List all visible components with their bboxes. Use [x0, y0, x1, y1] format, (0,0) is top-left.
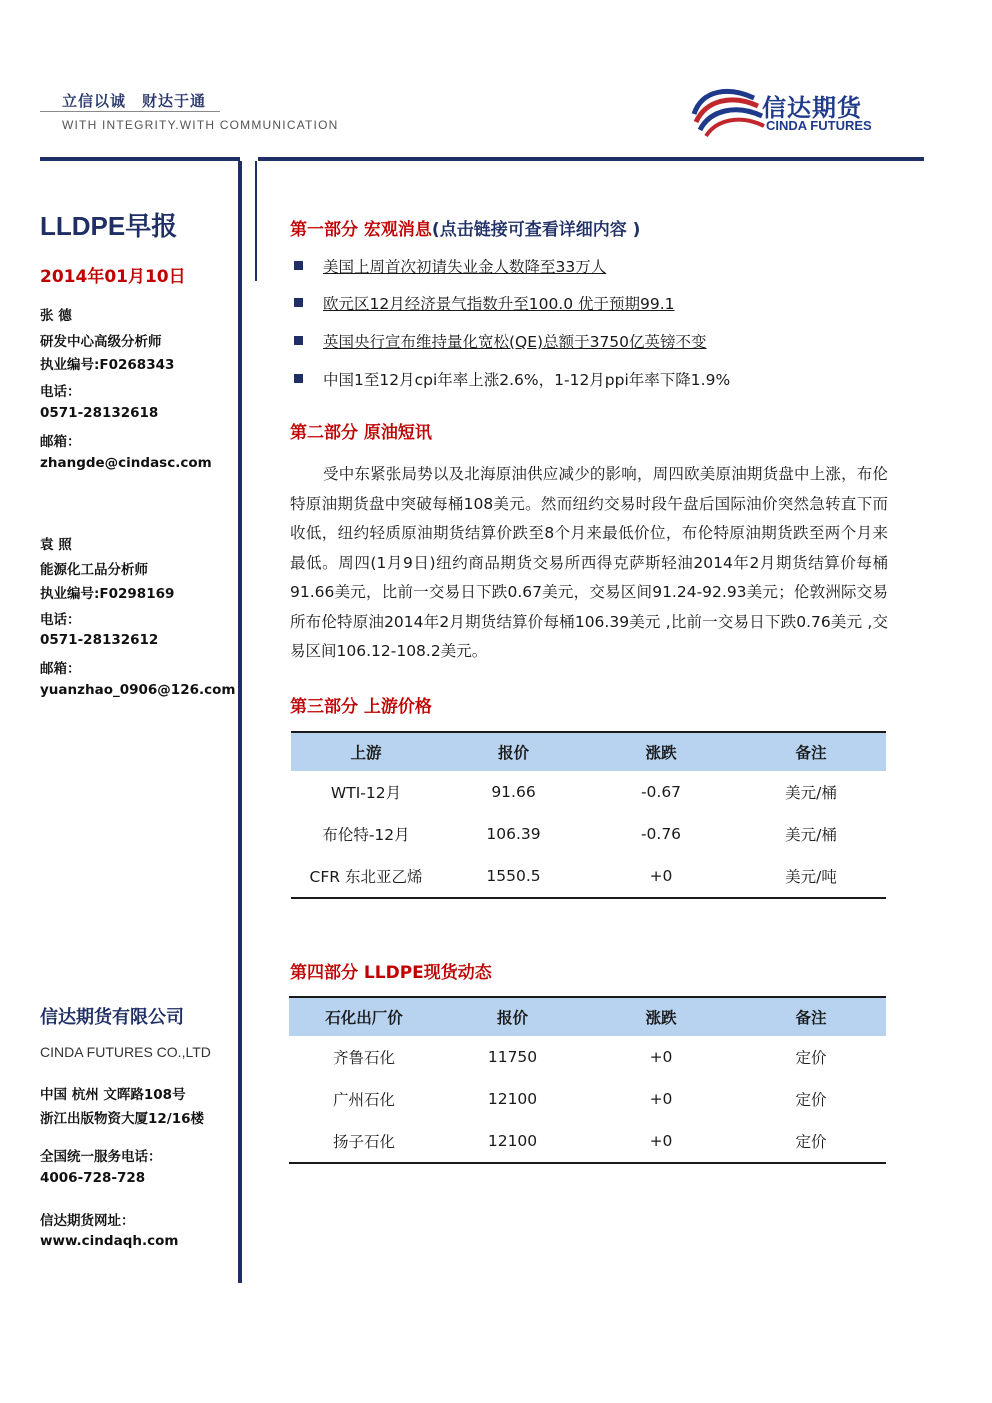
bullet-icon	[294, 336, 303, 345]
analyst2-phone-label: 电话：	[40, 612, 81, 628]
macro-news-item	[294, 368, 730, 390]
section1-title-note: (点击链接可查看详细内容 )	[431, 220, 641, 240]
analyst1-title: 研发中心高级分析师	[40, 334, 162, 350]
upstream-price-table	[291, 731, 886, 899]
analyst1-license: 执业编号:F0268343	[40, 357, 175, 373]
header-rule-right	[258, 157, 924, 161]
analyst2-title: 能源化工品分析师	[40, 562, 148, 578]
table-cell: 定价	[795, 1133, 827, 1151]
logo-text-cn: 信达期货	[762, 94, 862, 122]
column-header: 涨跌	[586, 997, 736, 1036]
slogan-cn: 立信以诚 财达于通	[62, 92, 207, 110]
column-header: 报价	[439, 997, 586, 1036]
table-cell: -0.76	[640, 825, 682, 843]
slogan-divider	[40, 111, 220, 112]
macro-news-link[interactable]: 欧元区12月经济景气指数升至100.0 优于预期99.1	[323, 295, 675, 313]
hotline: 4006-728-728	[40, 1170, 146, 1186]
crude-oil-paragraph: 受中东紧张局势以及北海原油供应减少的影响，周四欧美原油期货盘中上涨，布伦特原油期货盘中突破每桶108美元。然而纽约交易时段午盘后国际油价突然急转直下而收低，纽约轻质原油期货结算价跌至8个月来最低价位，布伦特原油期货跌至两个月来最低。周四(1月9日)纽约商品期货交易所西得克萨斯轻油2014年2月期货结算价每桶91.66美元，比前一交易日下跌0.67美元，交易区间91.24-92.93美元；伦敦洲际交易所布伦特原油2014年2月期货结算价每桶106.39美元 ,比前一交易日下跌0.76美元 ,交易区间106.12-108.2美元。	[290, 465, 888, 660]
table-cell: 广州石化	[332, 1091, 395, 1109]
table-cell: -0.67	[640, 783, 682, 801]
section1-title-text: 第一部分 宏观消息	[290, 220, 432, 240]
table-row	[291, 813, 886, 855]
analyst2-email-label: 邮箱：	[40, 661, 81, 677]
table-cell: 11750	[487, 1048, 538, 1066]
table-cell: 美元/桶	[785, 826, 837, 844]
website-link[interactable]: www.cindaqh.com	[40, 1233, 179, 1249]
table-row	[291, 855, 886, 898]
bullet-icon	[294, 298, 303, 307]
report-date: 2014年01月10日	[40, 267, 186, 287]
table-cell: 1550.5	[486, 867, 541, 885]
company-address2: 浙江出版物资大厦12/16楼	[40, 1111, 205, 1127]
analyst2-name: 袁 照	[40, 537, 72, 553]
company-name: 信达期货有限公司	[40, 1007, 184, 1028]
macro-news-text: 中国1至12月cpi年率上涨2.6%，1-12月ppi年率下降1.9%	[323, 371, 731, 389]
section2-title: 第二部分 原油短讯	[290, 423, 432, 443]
website-label: 信达期货网址：	[40, 1213, 135, 1229]
table-cell: +0	[649, 1048, 673, 1066]
table-cell: 扬子石化	[332, 1133, 395, 1151]
table-cell: +0	[649, 867, 673, 885]
table-row	[289, 1120, 886, 1163]
table-cell: 91.66	[491, 783, 536, 801]
table-cell: 美元/吨	[785, 868, 837, 886]
table-row	[289, 1036, 886, 1078]
main-divider	[255, 161, 257, 281]
cinda-logo-icon	[688, 84, 768, 140]
analyst1-email-label: 邮箱：	[40, 434, 81, 450]
column-header: 上游	[291, 732, 441, 771]
section4-title: 第四部分 LLDPE现货动态	[290, 963, 492, 983]
company-address1: 中国 杭州 文晖路108号	[40, 1087, 186, 1103]
table-cell: 齐鲁石化	[332, 1049, 395, 1067]
table-row	[289, 1078, 886, 1120]
table-cell: 106.39	[486, 825, 541, 843]
table-cell: 布伦特-12月	[322, 826, 410, 844]
bullet-icon	[294, 261, 303, 270]
header-rule-left	[40, 157, 240, 161]
analyst1-phone-label: 电话：	[40, 384, 81, 400]
slogan-en: WITH INTEGRITY.WITH COMMUNICATION	[62, 118, 339, 132]
table-cell: +0	[649, 1132, 673, 1150]
table-cell: 定价	[795, 1049, 827, 1067]
table-cell: WTI-12月	[330, 784, 402, 802]
column-header: 备注	[736, 997, 886, 1036]
analyst1-name: 张 德	[40, 308, 72, 324]
macro-news-link[interactable]: 美国上周首次初请失业金人数降至33万人	[323, 258, 607, 276]
table-header-row	[289, 997, 886, 1036]
company-name-en: CINDA FUTURES CO.,LTD	[40, 1044, 211, 1060]
macro-news-item[interactable]	[294, 292, 675, 314]
lldpe-spot-table	[289, 996, 886, 1164]
table-row	[291, 771, 886, 813]
analyst2-email[interactable]: yuanzhao_0906@126.com	[40, 682, 236, 698]
macro-news-link[interactable]: 英国央行宣布维持量化宽松(QE)总额于3750亿英镑不变	[323, 333, 707, 351]
hotline-label: 全国统一服务电话：	[40, 1149, 162, 1165]
table-cell: CFR 东北亚乙烯	[309, 868, 423, 886]
analyst2-phone: 0571-28132612	[40, 632, 159, 648]
sidebar-divider	[238, 161, 242, 1283]
section1-title	[290, 215, 640, 240]
column-header: 涨跌	[586, 732, 736, 771]
macro-news-item[interactable]	[294, 330, 707, 352]
column-header: 石化出厂价	[289, 997, 439, 1036]
column-header: 报价	[441, 732, 586, 771]
table-header-row	[291, 732, 886, 771]
table-cell: 美元/桶	[785, 784, 837, 802]
table-cell: 12100	[487, 1132, 538, 1150]
bullet-icon	[294, 374, 303, 383]
macro-news-item[interactable]	[294, 255, 606, 277]
column-header: 备注	[736, 732, 886, 771]
table-cell: 12100	[487, 1090, 538, 1108]
analyst2-license: 执业编号:F0298169	[40, 586, 175, 602]
analyst1-email[interactable]: zhangde@cindasc.com	[40, 455, 212, 471]
section3-title: 第三部分 上游价格	[290, 697, 432, 717]
table-cell: +0	[649, 1090, 673, 1108]
logo-text-en: CINDA FUTURES	[766, 118, 872, 133]
report-title: LLDPE早报	[40, 211, 178, 241]
table-cell: 定价	[795, 1091, 827, 1109]
analyst1-phone: 0571-28132618	[40, 405, 159, 421]
